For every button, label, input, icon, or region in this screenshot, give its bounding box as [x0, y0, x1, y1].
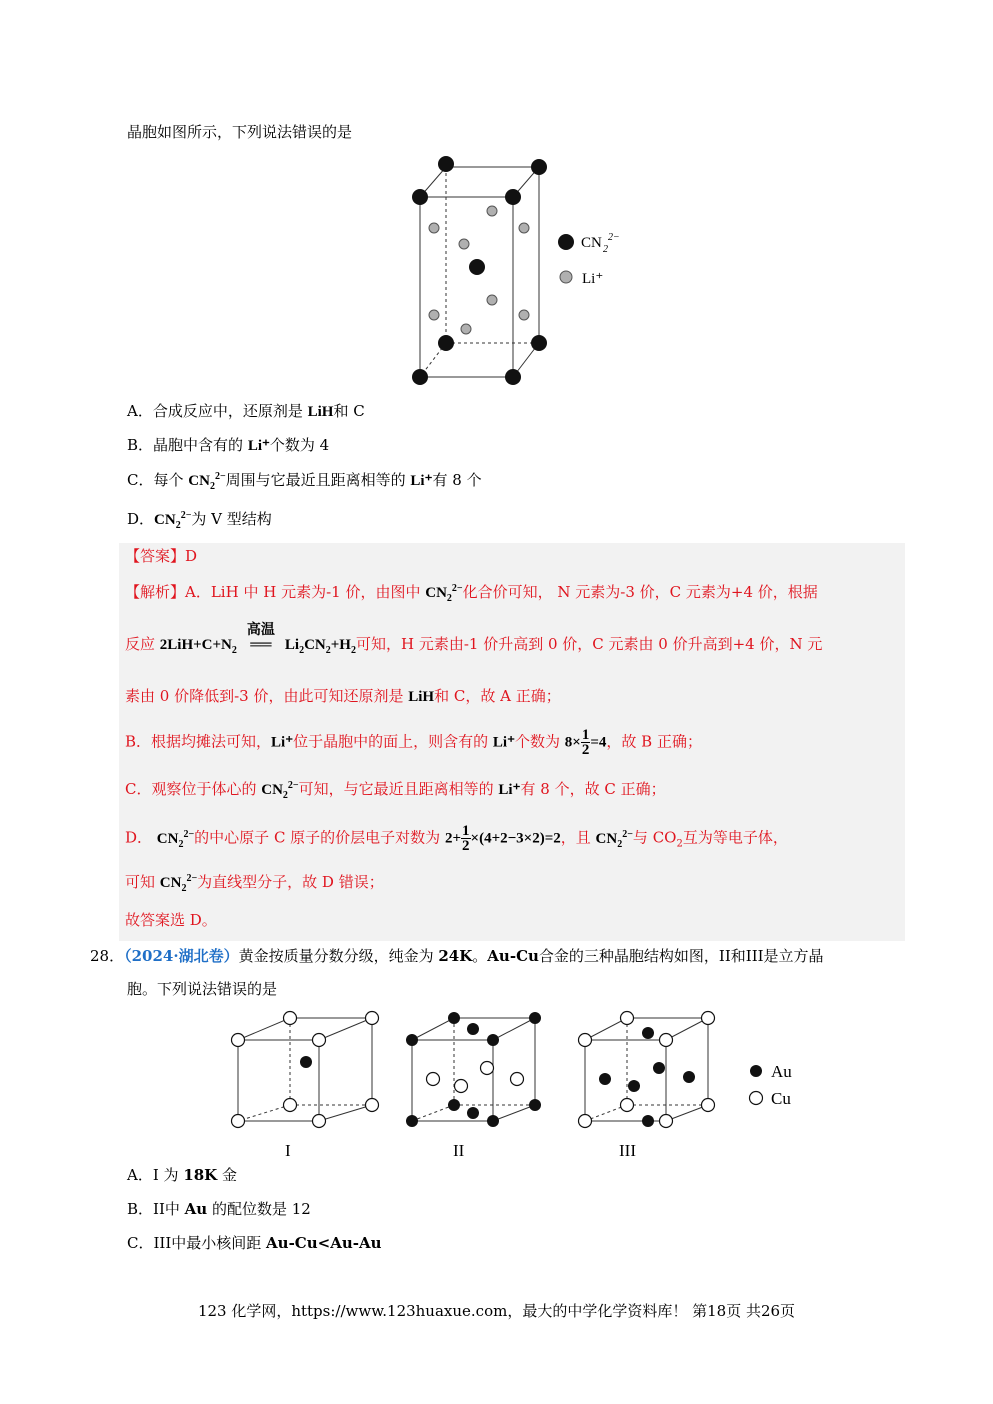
analysis-line-1: 【解析】A．LiH 中 H 元素为-1 价，由图中 $CN_2^{2-}$化合价可知， N 元素为-3 价，C 元素为+4 价，根据: [125, 583, 818, 604]
legend-anion: CN: [581, 235, 602, 251]
q28-option-c: C．III中最小核间距 Au-Cu<Au-Au: [127, 1234, 382, 1252]
option-b: B．晶胞中含有的 Li⁺个数为 4: [127, 436, 330, 454]
svg-text:2−: 2−: [608, 232, 620, 243]
analysis-line-7: 可知 $CN_2^{2-}$为直线型分子，故 D 错误；: [125, 873, 384, 894]
option-a: A．合成反应中，还原剂是 LiH和 C: [127, 402, 365, 420]
analysis-line-6: D． $CN_2^{2-}$的中心原子 C 原子的价层电子对数为 2+ $\frac{1}{2}$ ×(4+2−3×2)=2，且 $CN_2^{2-}$与 $CO_2$互为等电子体，: [125, 823, 788, 854]
analysis-line-8: 故答案选 D。: [125, 911, 217, 929]
cell-label-i: I: [285, 1141, 291, 1158]
option-c: C．每个 $CN_2^{2-}$周围与它最近且距离相等的 Li⁺有 8 个: [127, 471, 482, 492]
legend-cu: Cu: [771, 1089, 791, 1108]
page-footer: 123 化学网，https://www.123huaxue.com，最大的中学化学资料库！ 第18页 共26页: [197, 1302, 796, 1320]
q28-option-b: B．II中 Au 的配位数是 12: [127, 1200, 311, 1218]
cell-label-ii: II: [453, 1141, 465, 1158]
legend-au: Au: [771, 1062, 792, 1081]
question-28-stem: 28．（2024·湖北卷）黄金按质量分数分级，纯金为 24K。Au-Cu合金的三种晶胞结构如图，II和III是立方晶: [90, 947, 824, 965]
svg-text:2: 2: [603, 244, 608, 255]
q28-option-a: A．I 为 18K 金: [127, 1166, 238, 1184]
option-d: D．$CN_2^{2-}$为 V 型结构: [127, 510, 272, 531]
analysis-line-2: 反应 $2LiH+C+N_2$ 高温 ══ $Li_2CN_2+H_2$可知，H 元素由-1 价升高到 0 价，C 元素由 0 价升高到+4 价，N 元: [125, 623, 823, 656]
question-28-stem-line2: 胞。下列说法错误的是: [127, 980, 278, 998]
analysis-line-3: 素由 0 价降低到-3 价，由此可知还原剂是 LiH和 C，故 A 正确；: [125, 687, 561, 705]
cell-label-iii: III: [619, 1141, 636, 1158]
legend-cation: Li⁺: [582, 271, 604, 287]
li2cn2-unit-cell-figure: [400, 150, 640, 390]
au-cu-unit-cells-figure: [225, 1008, 805, 1158]
analysis-line-5: C．观察位于体心的 $CN_2^{2-}$可知，与它最近且距离相等的 Li⁺有 8 个，故 C 正确；: [125, 780, 666, 801]
question-stem: 晶胞如图所示，下列说法错误的是: [127, 123, 353, 141]
analysis-line-4: B．根据均摊法可知，Li⁺位于晶胞中的面上，则含有的 Li⁺个数为 8× $\frac{1}{2}$ =4，故 B 正确；: [125, 727, 702, 758]
answer-line: 【答案】D: [125, 547, 198, 565]
